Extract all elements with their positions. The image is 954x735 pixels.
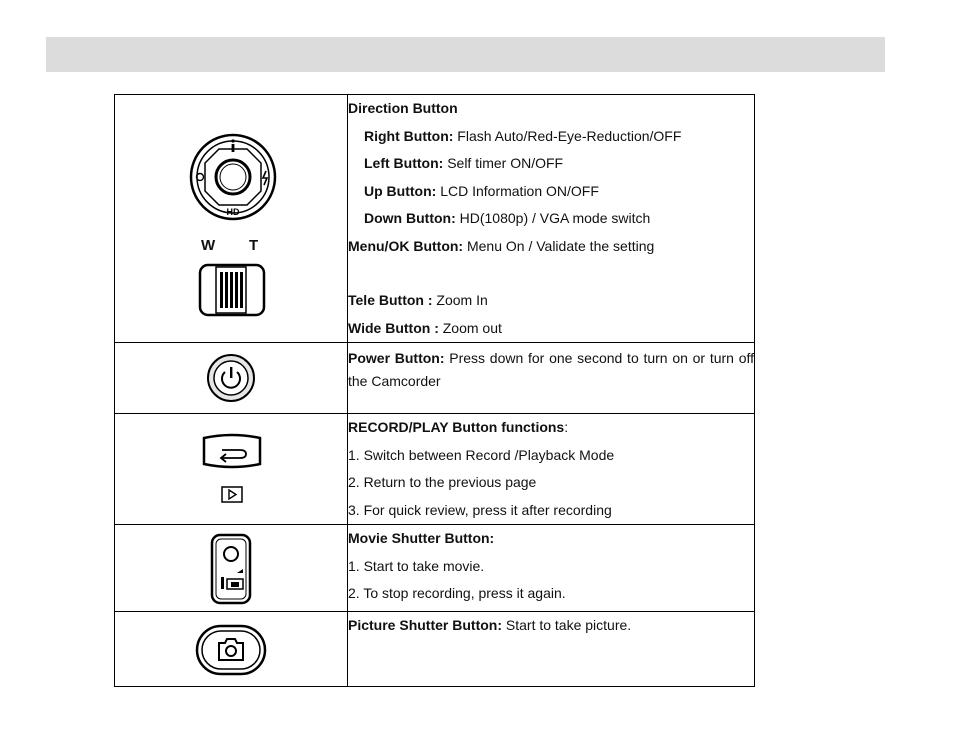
desc-cell-movie-shutter <box>348 525 755 612</box>
line-movie-shutter-2: 2. To stop recording, press it again. <box>348 585 566 601</box>
camera-shutter-icon <box>195 624 267 676</box>
table-row-direction <box>115 95 755 343</box>
line-wide-button: Wide Button : Zoom out <box>348 319 502 336</box>
line-menu-ok-button: Menu/OK Button: Menu On / Validate the setting <box>348 237 655 254</box>
table-row-movie-shutter <box>115 525 755 612</box>
header-bar <box>46 37 885 72</box>
icon-cell-movie-shutter <box>115 525 348 612</box>
line-tele-button: Tele Button : Zoom In <box>348 292 488 308</box>
icon-cell-record-play <box>115 414 348 525</box>
line-power-button: Power Button: Press down for one second to turn on or turn off the Camcorder <box>348 350 755 389</box>
zoom-w-label: W <box>201 237 216 254</box>
table-row-power <box>115 343 755 414</box>
icon-cell-power <box>115 343 348 414</box>
line-movie-shutter-title: Movie Shutter Button: <box>348 530 495 546</box>
line-up-button: Up Button: LCD Information ON/OFF <box>364 182 599 199</box>
movie-shutter-icon <box>210 533 252 605</box>
desc-cell-picture-shutter <box>348 612 755 687</box>
line-down-button: Down Button: HD(1080p) / VGA mode switch <box>364 210 651 226</box>
zoom-t-label: T <box>249 237 259 254</box>
power-button-icon <box>206 353 256 403</box>
desc-cell-direction <box>348 95 755 343</box>
line-direction-title: Direction Button <box>348 100 458 116</box>
zoom-rocker-icon <box>198 263 266 317</box>
table-row-picture-shutter <box>115 612 755 687</box>
play-icon <box>221 486 243 503</box>
blank-line <box>348 260 754 287</box>
line-right-button: Right Button: Flash Auto/Red-Eye-Reduction/OFF <box>364 127 682 144</box>
line-record-play-1: 1. Switch between Record /Playback Mode <box>348 446 615 463</box>
line-left-button: Left Button: Self timer ON/OFF <box>364 155 564 171</box>
button-description-table <box>114 94 755 687</box>
line-movie-shutter-1: 1. Start to take movie. <box>348 557 485 574</box>
line-record-play-3: 3. For quick review, press it after recording <box>348 501 612 518</box>
line-record-play-title: RECORD/PLAY Button functions: <box>348 419 569 435</box>
hd-mark-text: HD <box>226 207 240 217</box>
icon-cell-direction <box>115 95 348 343</box>
icon-cell-picture-shutter <box>115 612 348 687</box>
line-record-play-2: 2. Return to the previous page <box>348 474 537 490</box>
table-row-record-play <box>115 414 755 525</box>
desc-cell-power <box>348 343 755 414</box>
direction-pad-icon <box>189 133 277 221</box>
return-button-icon <box>200 432 264 472</box>
desc-cell-record-play <box>348 414 755 525</box>
line-picture-shutter: Picture Shutter Button: Start to take picture. <box>348 617 632 633</box>
